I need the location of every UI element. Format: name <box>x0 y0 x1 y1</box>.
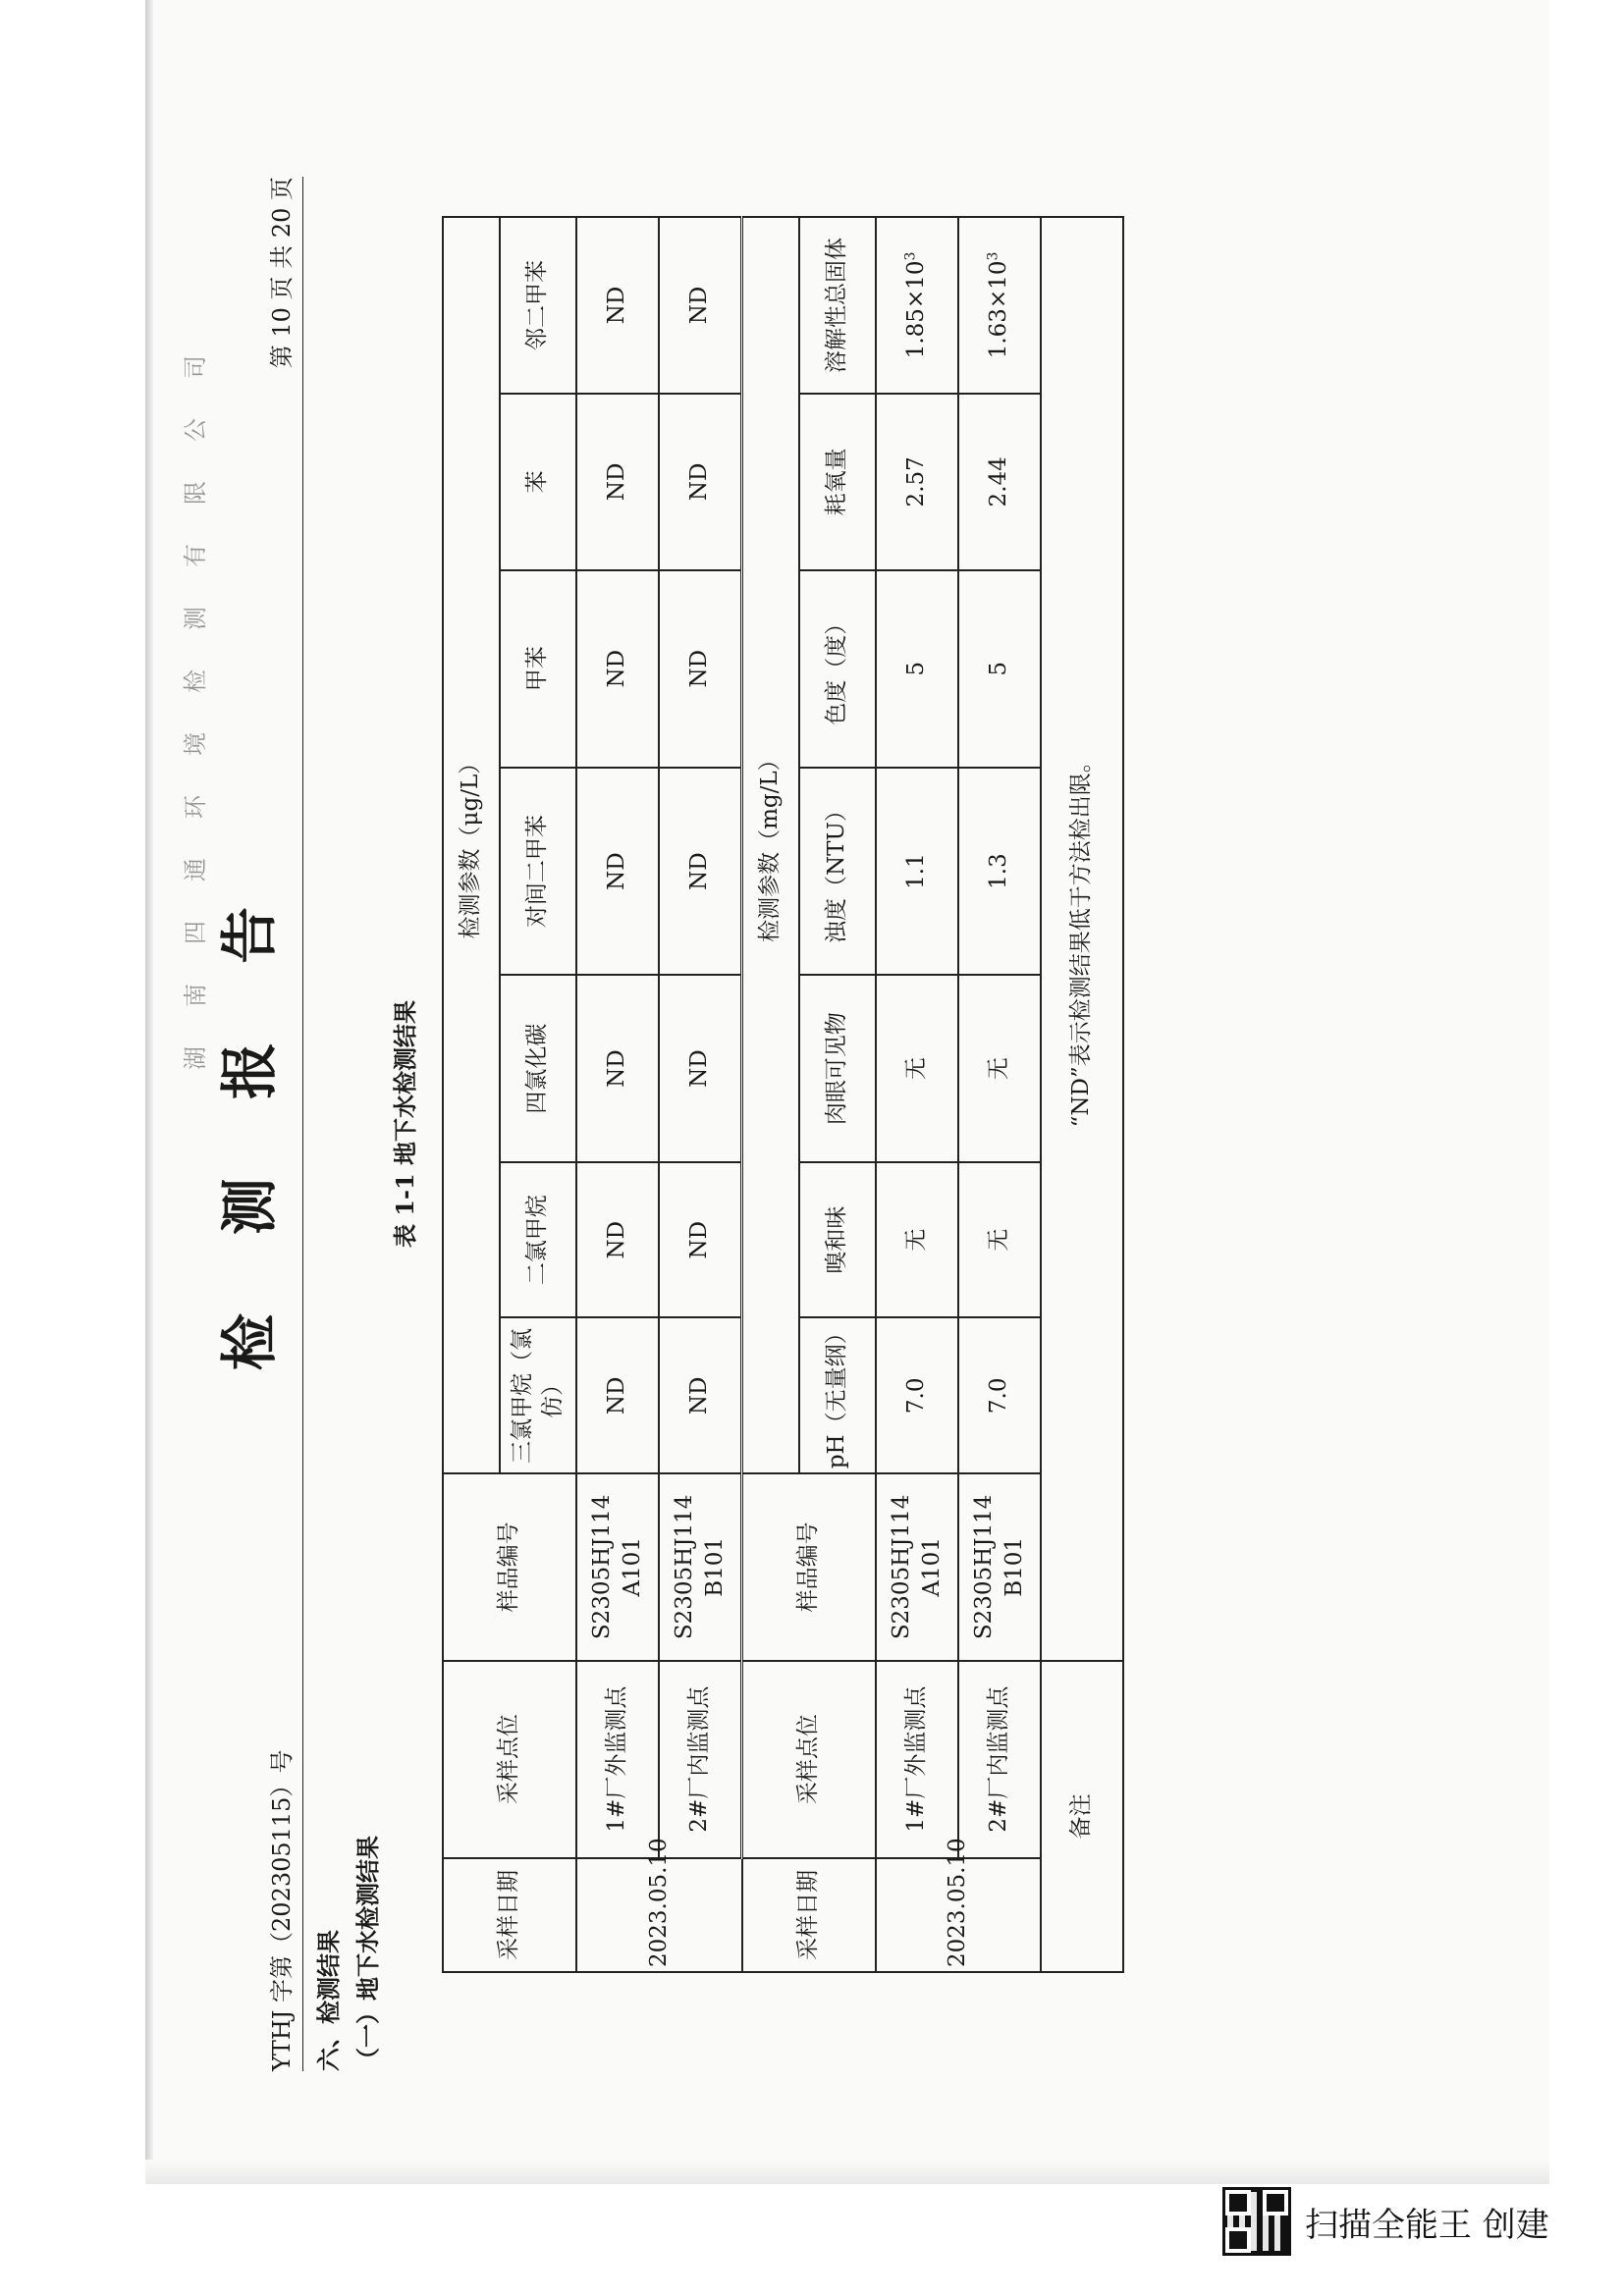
camscanner-watermark <box>1222 2187 1549 2256</box>
site-cell: 1#厂外监测点 <box>576 1661 659 1858</box>
site-cell: 2#厂内监测点 <box>958 1661 1041 1858</box>
value-cell: 7.0 <box>958 1317 1041 1473</box>
header-sample-id: 样品编号 <box>742 1473 877 1660</box>
site-cell: 2#厂内监测点 <box>659 1661 742 1858</box>
value-cell: ND <box>659 570 742 768</box>
value-cell: ND <box>576 1317 659 1473</box>
param-header: 溶解性总固体 <box>799 217 876 394</box>
value-cell: ND <box>659 1162 742 1318</box>
value-cell: ND <box>576 768 659 976</box>
param-header: 肉眼可见物 <box>799 975 876 1161</box>
param-header: 三氯甲烷（氯仿） <box>500 1317 576 1473</box>
qr-code-icon <box>1222 2187 1291 2256</box>
header-param-group-2: 检测参数（mg/L） <box>742 217 800 1473</box>
table-caption: 表 1-1 地下水检测结果 <box>391 999 419 1249</box>
header-sampling-site: 采样点位 <box>742 1661 877 1858</box>
sampling-date-cell: 2023.05.10 <box>876 1858 1041 1972</box>
value-cell: ND <box>659 1317 742 1473</box>
value-cell: 2.44 <box>958 394 1041 570</box>
param-header: 邻二甲苯 <box>500 217 576 394</box>
page-number: 第 10 页 共 20 页 <box>268 177 296 369</box>
sample-id-cell: S2305HJ114 B101 <box>958 1473 1041 1660</box>
value-cell: ND <box>576 570 659 768</box>
sheet-bottom-shadow <box>145 2160 1549 2184</box>
header-sample-id: 样品编号 <box>443 1473 576 1660</box>
value-cell: ND <box>659 394 742 570</box>
table-row <box>576 217 659 1972</box>
table-row <box>958 217 1041 1972</box>
sample-id-cell: S2305HJ114 A101 <box>876 1473 958 1660</box>
tds-exponent: 3 <box>985 251 1001 261</box>
param-header: 四氯化碳 <box>500 975 576 1161</box>
section-title: 六、检测结果 <box>314 1930 343 2071</box>
site-cell: 1#厂外监测点 <box>876 1661 958 1858</box>
sampling-date-cell: 2023.05.10 <box>576 1858 742 1972</box>
param-header: 二氯甲烷 <box>500 1162 576 1318</box>
value-cell <box>876 217 958 394</box>
header-sampling-date: 采样日期 <box>443 1858 576 1972</box>
value-cell: 1.1 <box>876 768 958 976</box>
param-header: 色度（度） <box>799 570 876 768</box>
value-cell: 无 <box>876 1162 958 1318</box>
header-sampling-site: 采样点位 <box>443 1661 576 1858</box>
table-row <box>876 217 958 1972</box>
value-cell: 无 <box>958 975 1041 1161</box>
param-header: 甲苯 <box>500 570 576 768</box>
subsection-title: （一）地下水检测结果 <box>353 1836 382 2071</box>
rotated-report-page <box>182 177 1342 2071</box>
value-cell: 5 <box>876 570 958 768</box>
report-number: YTHJ 字第（202305115）号 <box>262 177 303 2071</box>
remark-text: “ND”表示检测结果低于方法检出限。 <box>1041 217 1123 1661</box>
value-cell: 无 <box>876 975 958 1161</box>
table-row <box>659 217 742 1972</box>
tds-exponent: 3 <box>902 251 919 261</box>
groundwater-results-table <box>442 216 1124 1973</box>
value-cell: 7.0 <box>876 1317 958 1473</box>
header-param-group-1: 检测参数（μg/L） <box>443 217 500 1473</box>
value-cell: ND <box>576 217 659 394</box>
value-cell: ND <box>659 768 742 976</box>
value-cell <box>958 217 1041 394</box>
value-cell: 5 <box>958 570 1041 768</box>
value-cell: ND <box>576 1162 659 1318</box>
sample-id-cell: S2305HJ114 A101 <box>576 1473 659 1660</box>
param-header: 浊度（NTU） <box>799 768 876 976</box>
param-header: 苯 <box>500 394 576 570</box>
remark-label: 备注 <box>1041 1661 1123 1972</box>
value-cell: 1.3 <box>958 768 1041 976</box>
value-cell: 2.57 <box>876 394 958 570</box>
param-header: 嗅和味 <box>799 1162 876 1318</box>
value-cell: ND <box>659 217 742 394</box>
value-cell: ND <box>576 394 659 570</box>
remark-row <box>1041 217 1123 1972</box>
document-title: 检 测 报 告 <box>216 877 283 1371</box>
param-header: 对间二甲苯 <box>500 768 576 976</box>
param-header: pH（无量纲） <box>799 1317 876 1473</box>
param-header: 耗氧量 <box>799 394 876 570</box>
tds-mantissa: 1.85×10 <box>903 260 930 359</box>
header-sampling-date: 采样日期 <box>742 1858 877 1972</box>
value-cell: ND <box>576 975 659 1161</box>
sheet-edge <box>145 0 153 2184</box>
company-header-bleed: 湖南四通环境检测有限公司 <box>182 316 209 1070</box>
value-cell: ND <box>659 975 742 1161</box>
value-cell: 无 <box>958 1162 1041 1318</box>
sample-id-cell: S2305HJ114 B101 <box>659 1473 742 1660</box>
watermark-text: 扫描全能王 创建 <box>1305 2205 1549 2245</box>
tds-mantissa: 1.63×10 <box>986 260 1012 359</box>
